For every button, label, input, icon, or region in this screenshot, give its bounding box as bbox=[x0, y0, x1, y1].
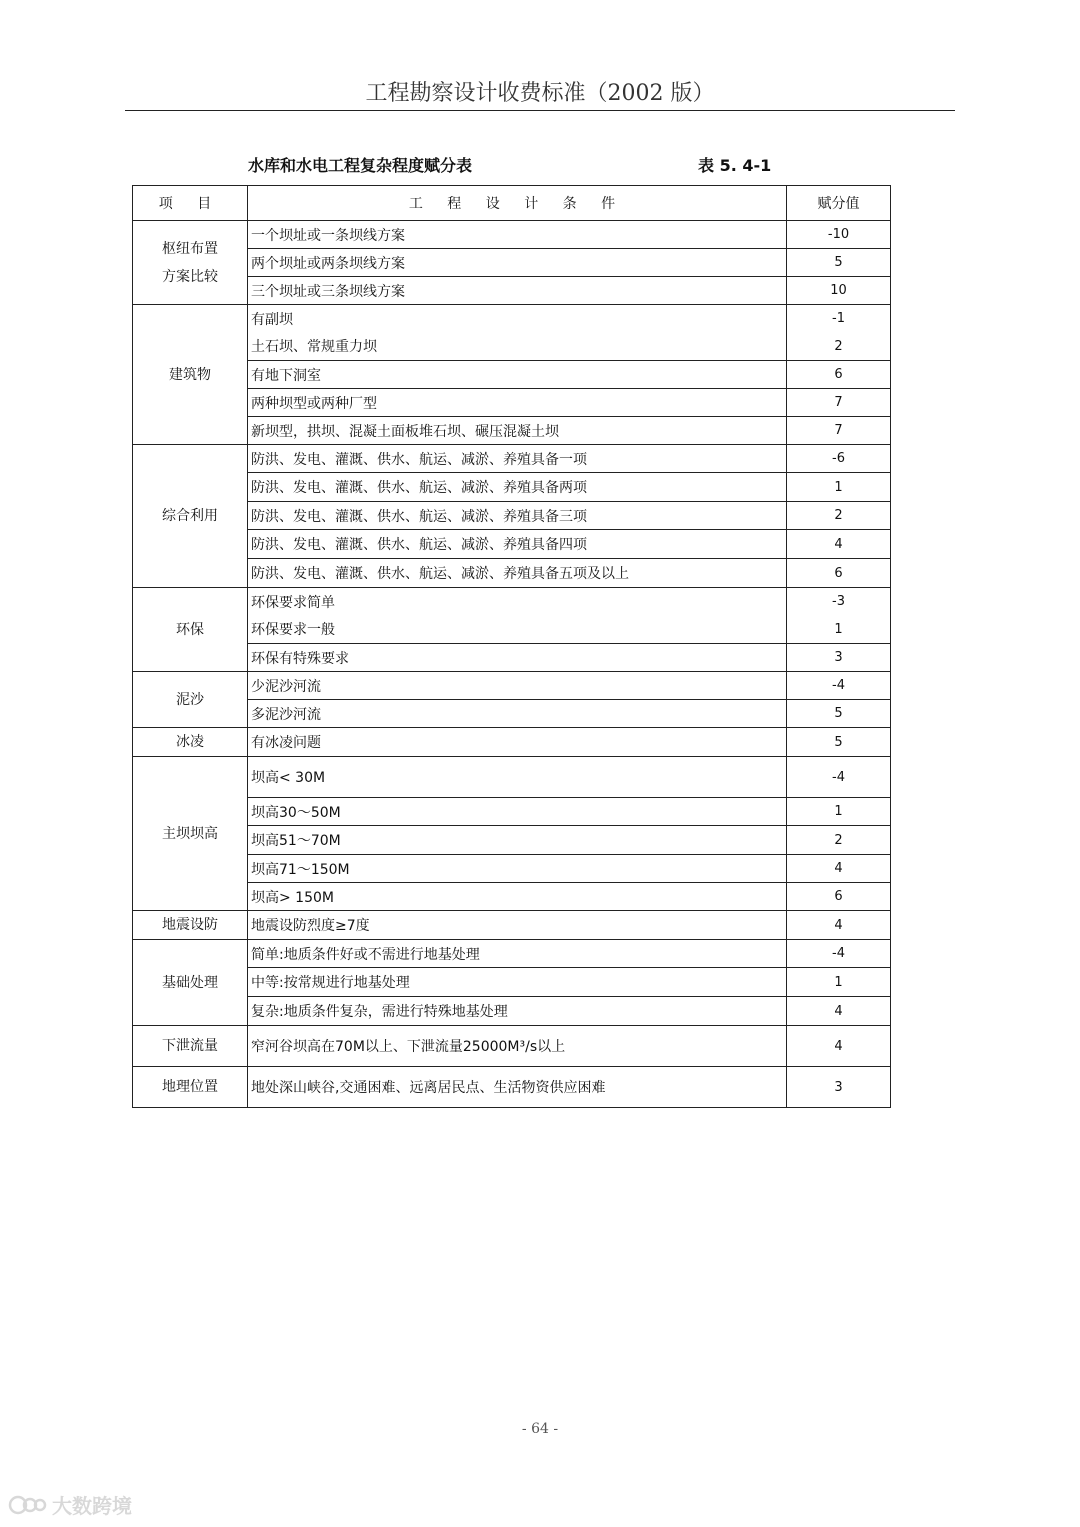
score-cell: 4 bbox=[787, 997, 891, 1026]
score-cell: 5 bbox=[787, 728, 891, 757]
condition-cell: 三个坝址或三条坝线方案 bbox=[248, 277, 787, 305]
category-label: 地震设防 bbox=[133, 911, 248, 940]
category-label: 基础处理 bbox=[133, 940, 248, 1026]
score-cell: 7 bbox=[787, 417, 891, 445]
condition-cell: 防洪、发电、灌溉、供水、航运、减淤、养殖具备五项及以上 bbox=[248, 559, 787, 588]
header-rule bbox=[125, 110, 955, 111]
watermark bbox=[8, 1490, 132, 1519]
table-row bbox=[133, 1026, 891, 1067]
score-cell: 1 bbox=[787, 798, 891, 826]
condition-cell: 环保有特殊要求 bbox=[248, 644, 787, 672]
condition-cell: 两种坝型或两种厂型 bbox=[248, 389, 787, 417]
condition-cell: 防洪、发电、灌溉、供水、航运、减淤、养殖具备三项 bbox=[248, 502, 787, 530]
condition-cell: 坝高> 150M bbox=[248, 883, 787, 911]
column-header-score: 赋分值 bbox=[787, 186, 891, 221]
table-title: 水库和水电工程复杂程度赋分表 bbox=[248, 156, 473, 175]
score-cell: 6 bbox=[787, 361, 891, 389]
category-label: 主坝坝高 bbox=[133, 757, 248, 911]
score-cell: 3 bbox=[787, 1067, 891, 1108]
table-row bbox=[133, 728, 891, 757]
score-cell: 1 bbox=[787, 473, 891, 502]
category-label: 下泄流量 bbox=[133, 1026, 248, 1067]
condition-cell: 坝高< 30M bbox=[248, 757, 787, 798]
condition-cell: 两个坝址或两条坝线方案 bbox=[248, 249, 787, 277]
condition-cell: 新坝型，拱坝、混凝土面板堆石坝、碾压混凝土坝 bbox=[248, 417, 787, 445]
page-number: - 64 - bbox=[521, 1421, 559, 1437]
score-cell: 3 bbox=[787, 644, 891, 672]
condition-cell: 坝高71～150M bbox=[248, 855, 787, 883]
score-cell: -10 bbox=[787, 221, 891, 249]
condition-cell: 有地下洞室 bbox=[248, 361, 787, 389]
condition-cell: 窄河谷坝高在70M以上、下泄流量25000M³/s以上 bbox=[248, 1026, 787, 1067]
condition-cell: 地处深山峡谷,交通困难、远离居民点、生活物资供应困难 bbox=[248, 1067, 787, 1108]
score-cell: 4 bbox=[787, 1026, 891, 1067]
condition-cell: 多泥沙河流 bbox=[248, 700, 787, 728]
table-row bbox=[133, 757, 891, 798]
table-row bbox=[133, 305, 891, 333]
score-cell: -4 bbox=[787, 757, 891, 798]
watermark-logo-icon bbox=[8, 1493, 48, 1517]
condition-cell: 环保要求一般 bbox=[248, 616, 787, 644]
category-label: 冰凌 bbox=[133, 728, 248, 757]
table-number: 表 5. 4-1 bbox=[698, 156, 772, 175]
condition-cell: 坝高51～70M bbox=[248, 826, 787, 855]
column-header-condition: 工 程 设 计 条 件 bbox=[248, 186, 787, 221]
category-label: 建筑物 bbox=[133, 305, 248, 445]
category-label: 泥沙 bbox=[133, 672, 248, 728]
condition-cell: 防洪、发电、灌溉、供水、航运、减淤、养殖具备四项 bbox=[248, 530, 787, 559]
score-cell: 6 bbox=[787, 559, 891, 588]
table-body bbox=[133, 221, 891, 1108]
condition-cell: 坝高30～50M bbox=[248, 798, 787, 826]
condition-cell: 少泥沙河流 bbox=[248, 672, 787, 700]
table-row bbox=[133, 911, 891, 940]
category-label: 环保 bbox=[133, 588, 248, 672]
score-cell: 5 bbox=[787, 700, 891, 728]
score-cell: 2 bbox=[787, 333, 891, 361]
score-cell: 4 bbox=[787, 855, 891, 883]
table-row bbox=[133, 940, 891, 968]
score-cell: 10 bbox=[787, 277, 891, 305]
score-cell: 1 bbox=[787, 616, 891, 644]
score-cell: -3 bbox=[787, 588, 891, 616]
category-label: 枢纽布置 方案比较 bbox=[133, 221, 248, 305]
condition-cell: 一个坝址或一条坝线方案 bbox=[248, 221, 787, 249]
category-label: 综合利用 bbox=[133, 445, 248, 588]
condition-cell: 地震设防烈度≥7度 bbox=[248, 911, 787, 940]
condition-cell: 有副坝 bbox=[248, 305, 787, 333]
condition-cell: 简单:地质条件好或不需进行地基处理 bbox=[248, 940, 787, 968]
score-cell: -4 bbox=[787, 672, 891, 700]
table-row bbox=[133, 1067, 891, 1108]
table-row bbox=[133, 221, 891, 249]
table-header-row bbox=[133, 186, 891, 221]
category-label: 地理位置 bbox=[133, 1067, 248, 1108]
table-row bbox=[133, 672, 891, 700]
table-row bbox=[133, 445, 891, 473]
watermark-text: 大数跨境 bbox=[52, 1494, 132, 1518]
condition-cell: 防洪、发电、灌溉、供水、航运、减淤、养殖具备一项 bbox=[248, 445, 787, 473]
score-cell: 2 bbox=[787, 502, 891, 530]
score-cell: -6 bbox=[787, 445, 891, 473]
score-cell: -1 bbox=[787, 305, 891, 333]
score-cell: 5 bbox=[787, 249, 891, 277]
condition-cell: 中等:按常规进行地基处理 bbox=[248, 968, 787, 997]
scoring-table bbox=[132, 185, 890, 1108]
table-row bbox=[133, 588, 891, 616]
condition-cell: 环保要求简单 bbox=[248, 588, 787, 616]
score-cell: 7 bbox=[787, 389, 891, 417]
score-cell: -4 bbox=[787, 940, 891, 968]
score-cell: 4 bbox=[787, 530, 891, 559]
condition-cell: 有冰凌问题 bbox=[248, 728, 787, 757]
condition-cell: 防洪、发电、灌溉、供水、航运、减淤、养殖具备两项 bbox=[248, 473, 787, 502]
score-cell: 2 bbox=[787, 826, 891, 855]
condition-cell: 土石坝、常规重力坝 bbox=[248, 333, 787, 361]
column-header-item: 项 目 bbox=[133, 186, 248, 221]
condition-cell: 复杂:地质条件复杂，需进行特殊地基处理 bbox=[248, 997, 787, 1026]
score-cell: 1 bbox=[787, 968, 891, 997]
score-cell: 6 bbox=[787, 883, 891, 911]
running-header: 工程勘察设计收费标准（2002 版） bbox=[365, 81, 715, 106]
score-cell: 4 bbox=[787, 911, 891, 940]
